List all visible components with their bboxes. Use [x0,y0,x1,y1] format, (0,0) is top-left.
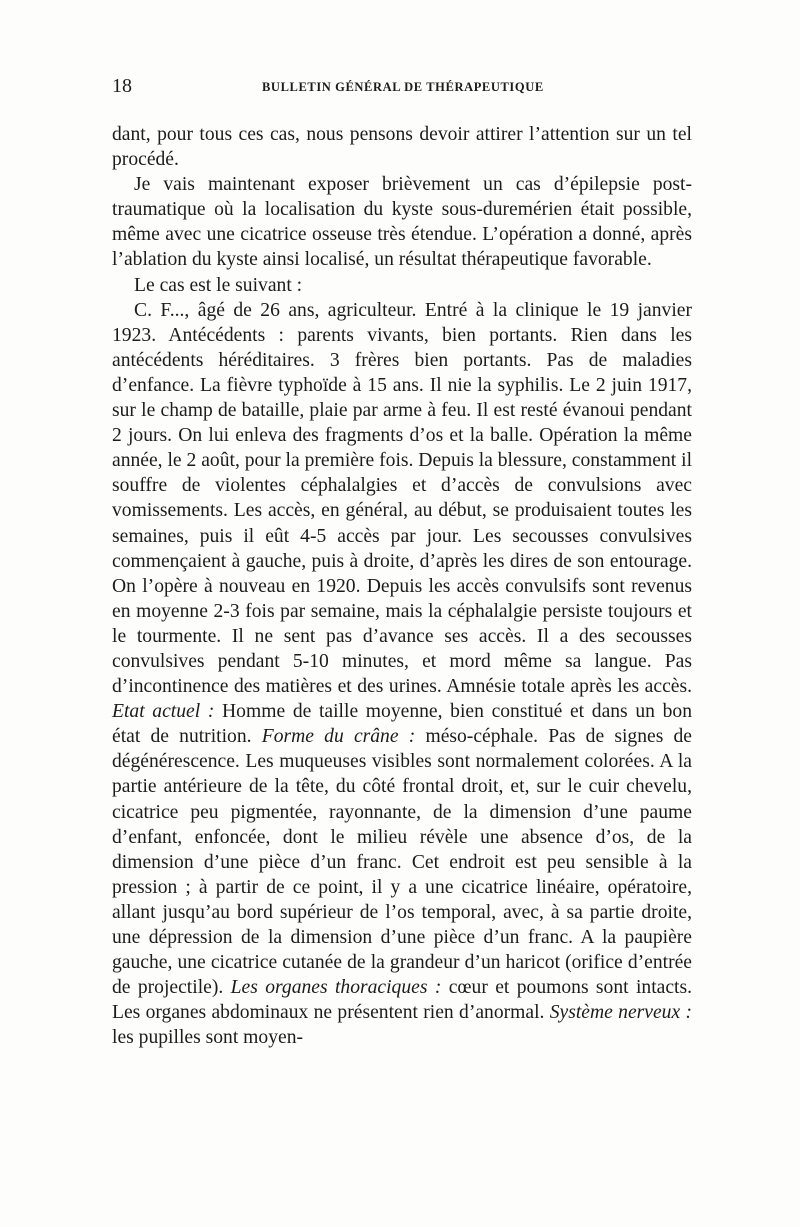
paragraph [112,172,692,272]
page-number: 18 [112,75,132,97]
text-segment: les pupilles sont moyen- [112,1027,304,1049]
section-label-organes-thoraciques: Les organes thoraciques : [230,977,442,999]
text-segment: Je vais maintenant exposer brièvement un cas d’épilepsie post-traumatique où la localisation du kyste sous-duremérien était possible, même avec une cicatrice osseuse très étendue. L’opération a donné, après l’ablation du kyste ainsi localisé, un résultat thérapeutique favorable. [112,174,692,271]
section-label-forme-du-crane: Forme du crâne : [261,726,416,748]
journal-title: BULLETIN GÉNÉRAL DE THÉRAPEUTIQUE [262,80,544,94]
text-segment: Homme de taille moyenne, bien constitué et dans un bon état de nutrition. [112,701,692,748]
section-label-etat-actuel: Etat actuel : [112,701,215,723]
running-header [112,74,692,98]
paragraph [112,122,692,172]
section-label-systeme-nerveux: Système nerveux : [549,1002,692,1024]
paragraph [112,298,692,1051]
text-segment: méso-céphale. Pas de signes de dégénérescence. Les muqueuses visibles sont normalement colorées. A la partie antérieure de la tête, du côté frontal droit, et, sur le cuir chevelu, cicatrice peu pigmentée, rayonnante, de la dimension d’une paume d’enfant, enfoncée, dont le milieu révèle une absence d’os, de la dimension d’une pièce d’un franc. Cet endroit est peu sensible à la pression ; à partir de ce point, il y a une cicatrice linéaire, opératoire, allant jusqu’au bord supérieur de l’os temporal, avec, à sa partie droite, une dépression de la dimension d’une pièce d’un franc. A la paupière gauche, une cicatrice cutanée de la grandeur d’un haricot (orifice d’entrée de projectile). [112,726,692,999]
text-segment: cœur et poumons sont intacts. Les organes abdominaux ne présentent rien d’anormal. [112,977,692,1024]
article-body [112,122,692,1050]
paragraph [112,273,692,298]
text-segment: Le cas est le suivant : [134,274,303,296]
text-segment: dant, pour tous ces cas, nous pensons devoir attirer l’attention sur un tel procédé. [112,124,692,171]
text-segment: C. F..., âgé de 26 ans, agriculteur. Entré à la clinique le 19 janvier 1923. Antécédents : parents vivants, bien portants. Rien dans les antécédents héréditaires. 3 frères bien portants. Pas de maladies d’enfance. La fièvre typhoïde à 15 ans. Il nie la syphilis. Le 2 juin 1917, sur le champ de bataille, plaie par arme à feu. Il est resté évanoui pendant 2 jours. On lui enleva des fragments d’os et la balle. Opération la même année, le 2 août, pour la première fois. Depuis la blessure, constamment il souffre de violentes céphalalgies et d’accès de convulsions avec vomissements. Les accès, en général, au début, se produisaient toutes les semaines, puis il eût 4-5 accès par jour. Les secousses convulsives commençaient à gauche, puis à droite, d’après les dires de son entourage. On l’opère à nouveau en 1920. Depuis les accès convulsifs sont revenus en moyenne 2-3 fois par semaine, mais la céphalalgie persiste toujours et le tourmente. Il ne sent pas d’avance ses accès. Il a des secousses convulsives pendant 5-10 minutes, et mord même sa langue. Pas d’incontinence des matières et des urines. Amnésie totale après les accès. [112,299,693,698]
